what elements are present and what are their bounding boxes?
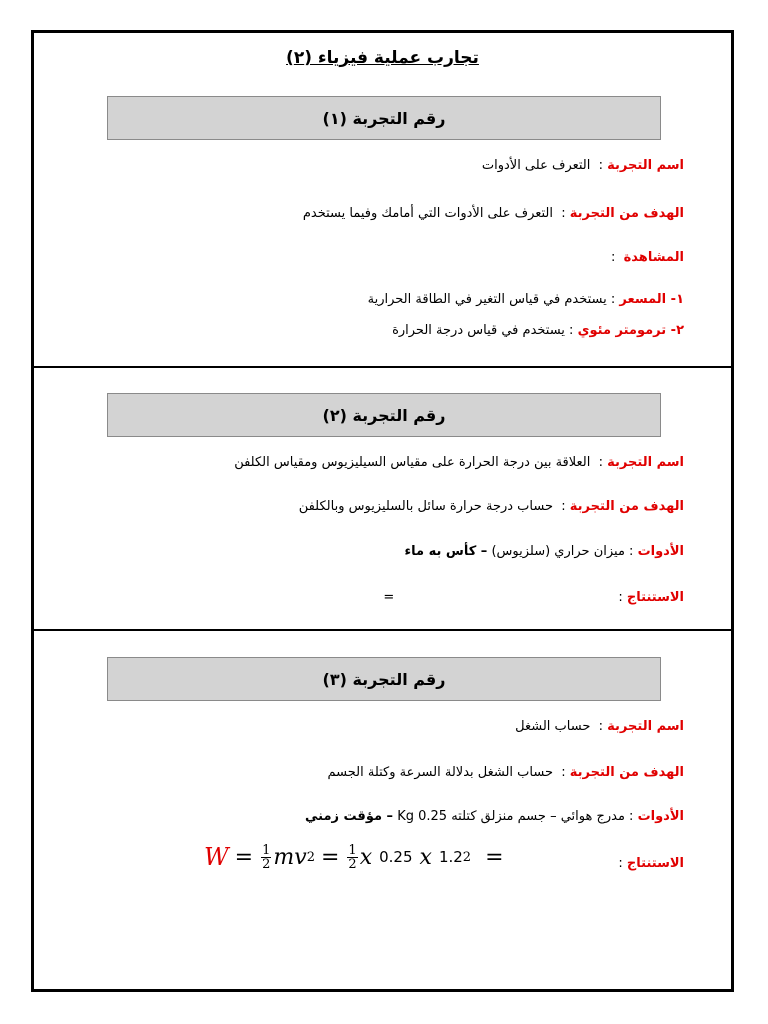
exp2-tools-row: الأدوات : ميزان حراري (سلزيوس) – كأس به ماء <box>404 544 684 559</box>
exp1-item-2-value: يستخدم في قياس درجة الحرارة <box>392 323 565 338</box>
experiment-2-banner: رقم التجربة (٢) <box>107 393 661 437</box>
experiment-3-banner: رقم التجربة (٣) <box>107 657 661 701</box>
exp2-tools-label: الأدوات <box>637 544 684 559</box>
exp1-name-label: اسم التجربة <box>607 158 684 173</box>
exp2-conclusion-row: الاستنتاج : = <box>383 590 684 605</box>
exp1-item-1-value: يستخدم في قياس التغير في الطاقة الحرارية <box>367 292 607 307</box>
exp2-name-value: العلاقة بين درجة الحرارة على مقياس السيليزيوس ومقياس الكلفن <box>234 455 591 470</box>
exp1-goal-label: الهدف من التجربة <box>569 206 684 221</box>
exp1-observation-row: المشاهدة : <box>610 250 684 265</box>
experiment-1-banner: رقم التجربة (١) <box>107 96 661 140</box>
section-divider-2 <box>34 629 731 631</box>
exp3-tools-row: الأدوات : مدرج هوائي – جسم منزلق كتلته 0.25 Kg – مؤقت زمني <box>305 809 684 824</box>
exp3-conclusion-label: الاستنتاج <box>626 856 684 871</box>
exp2-name-label: اسم التجربة <box>607 455 684 470</box>
eq-lhs: W <box>204 843 229 871</box>
eq-speed: 1.2 <box>438 848 463 866</box>
exp1-name-row: اسم التجربة : التعرف على الأدوات <box>481 158 684 173</box>
exp3-conclusion-row: الاستنتاج : <box>618 856 684 871</box>
exp2-name-row: اسم التجربة : العلاقة بين درجة الحرارة على مقياس السيليزيوس ومقياس الكلفن <box>234 455 684 470</box>
exp1-item-1: ١- المسعر : يستخدم في قياس التغير في الطاقة الحرارية <box>367 292 684 307</box>
exp2-goal-row: الهدف من التجربة : حساب درجة حرارة سائل بالسليزيوس وبالكلفن <box>298 499 684 514</box>
exp3-name-row: اسم التجربة : حساب الشغل <box>515 719 684 734</box>
eq-fraction-2: $\frac{1}{2}$ <box>348 842 357 872</box>
exp1-observation-label: المشاهدة <box>623 250 684 265</box>
work-equation: W = $\frac{1}{2}$ mv 2 = $\frac{1}{2}$ x 0.25 x 1.2 2 = <box>204 842 504 872</box>
exp3-goal-label: الهدف من التجربة <box>569 765 684 780</box>
exp2-conclusion-label: الاستنتاج <box>626 590 684 605</box>
exp2-tools-bold: – كأس به ماء <box>404 544 488 559</box>
exp3-goal-row: الهدف من التجربة : حساب الشغل بدلالة السرعة وكتلة الجسم <box>327 765 684 780</box>
page-title: تجارب عملية فيزياء (٢) <box>286 48 479 68</box>
exp3-goal-value: حساب الشغل بدلالة السرعة وكتلة الجسم <box>327 765 554 780</box>
exp2-goal-label: الهدف من التجربة <box>569 499 684 514</box>
exp3-tools-bold: – مؤقت زمني <box>305 809 394 824</box>
eq-mass: 0.25 <box>379 848 413 866</box>
eq-fraction-1: $\frac{1}{2}$ <box>262 842 271 872</box>
section-divider-1 <box>34 366 731 368</box>
exp2-tools-value: ميزان حراري (سلزيوس) <box>491 544 625 559</box>
exp3-name-value: حساب الشغل <box>515 719 591 734</box>
eq-mv: mv <box>273 844 307 870</box>
exp3-tools-value: مدرج هوائي – جسم منزلق كتلته 0.25 Kg <box>397 809 625 824</box>
exp1-goal-value: التعرف على الأدوات التي أمامك وفيما يستخدم <box>302 206 554 221</box>
exp1-item-2-label: ٢- ترمومتر مئوي <box>577 323 684 338</box>
exp3-name-label: اسم التجربة <box>607 719 684 734</box>
exp2-conclusion-value: = <box>383 590 395 605</box>
exp1-name-value: التعرف على الأدوات <box>481 158 591 173</box>
exp2-goal-value: حساب درجة حرارة سائل بالسليزيوس وبالكلفن <box>298 499 554 514</box>
exp1-item-2: ٢- ترمومتر مئوي : يستخدم في قياس درجة الحرارة <box>392 323 684 338</box>
exp1-item-1-label: ١- المسعر <box>619 292 684 307</box>
exp1-goal-row: الهدف من التجربة : التعرف على الأدوات التي أمامك وفيما يستخدم <box>302 206 684 221</box>
exp3-tools-label: الأدوات <box>637 809 684 824</box>
